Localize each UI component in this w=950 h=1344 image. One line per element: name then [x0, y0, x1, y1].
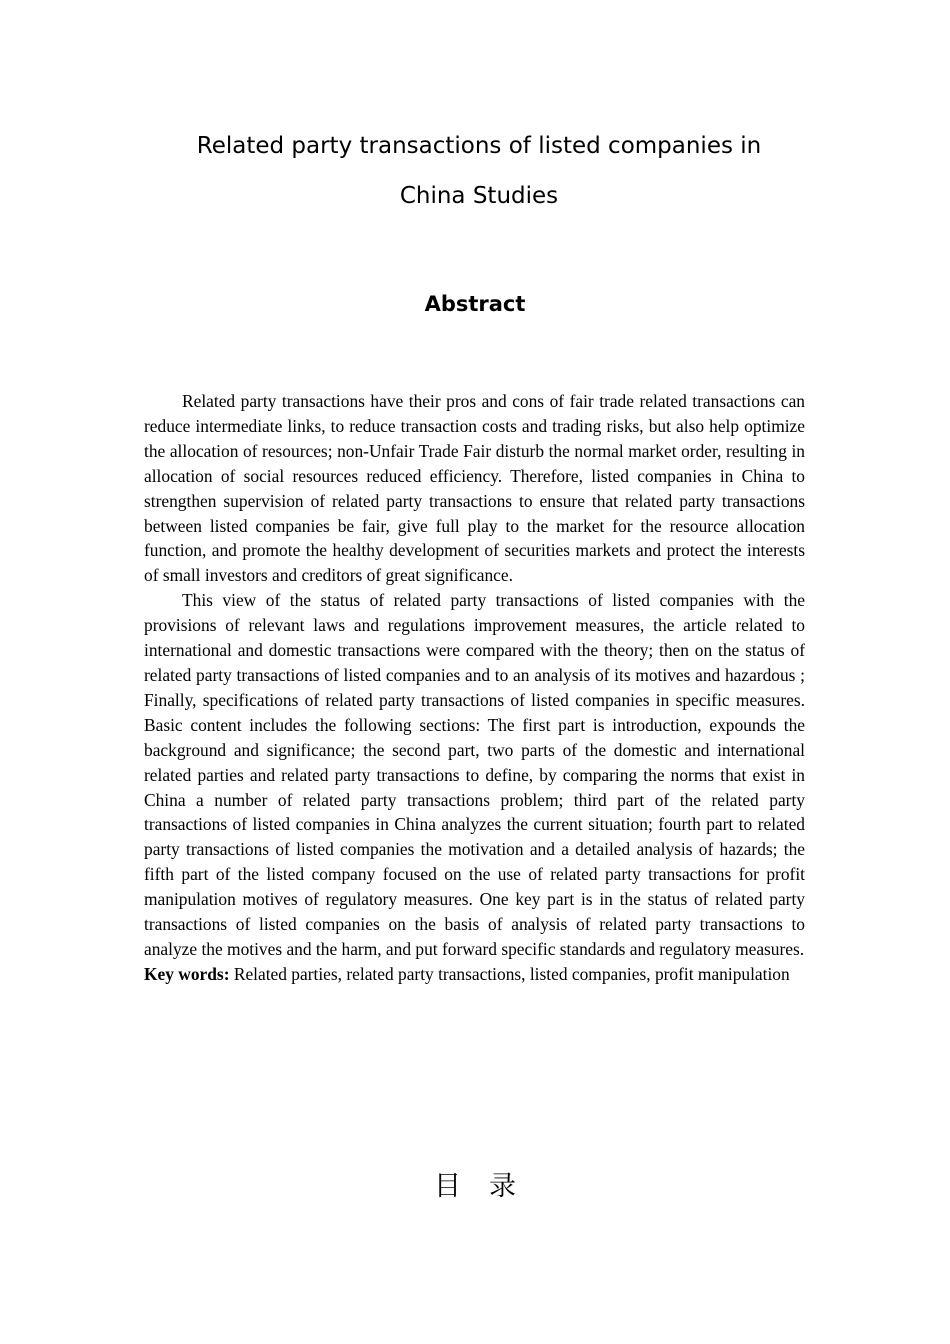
- keywords-label: Key words:: [144, 963, 230, 984]
- document-title-line-1: Related party transactions of listed companies in: [196, 133, 762, 159]
- document-title-line-2: China Studies: [399, 183, 559, 209]
- abstract-body: [144, 389, 805, 987]
- table-of-contents-heading: 目录: [434, 1171, 544, 1202]
- keywords-line: [144, 962, 805, 987]
- abstract-paragraph-2: This view of the status of related party transactions of listed companies with the provisions of relevant laws and regulations improvement measures, the article related to international and domestic transactions were compared with the theory; then on the status of related party transactions of listed companies and to an analysis of its motives and hazardous ; Finally, specifications of related party transactions of listed companies in specific measures. Basic content includes the following sections: The first part is introduction, expounds the background and significance; the second part, two parts of the domestic and international related parties and related party transactions to define, by comparing the norms that exist in China a number of related party transactions problem; third part of the related party transactions of listed companies in China analyzes the current situation; fourth part to related party transactions of listed companies the motivation and a detailed analysis of hazards; the fifth part of the listed company focused on the use of related party transactions for profit manipulation motives of regulatory measures. One key part is in the status of related party transactions of listed companies on the basis of analysis of related party transactions to analyze the motives and the harm, and put forward specific standards and regulatory measures.: [144, 590, 805, 959]
- keywords-text: Related parties, related party transactions, listed companies, profit manipulation: [229, 963, 790, 984]
- abstract-heading: Abstract: [424, 292, 526, 316]
- abstract-paragraph-1: Related party transactions have their pros and cons of fair trade related transactions can reduce intermediate links, to reduce transaction costs and trading risks, but also help optimize the allocation of resources; non-Unfair Trade Fair disturb the normal market order, resulting in allocation of social resources reduced efficiency. Therefore, listed companies in China to strengthen supervision of related party transactions to ensure that related party transactions between listed companies be fair, give full play to the market for the resource allocation function, and promote the healthy development of securities markets and protect the interests of small investors and creditors of great significance.: [144, 391, 805, 586]
